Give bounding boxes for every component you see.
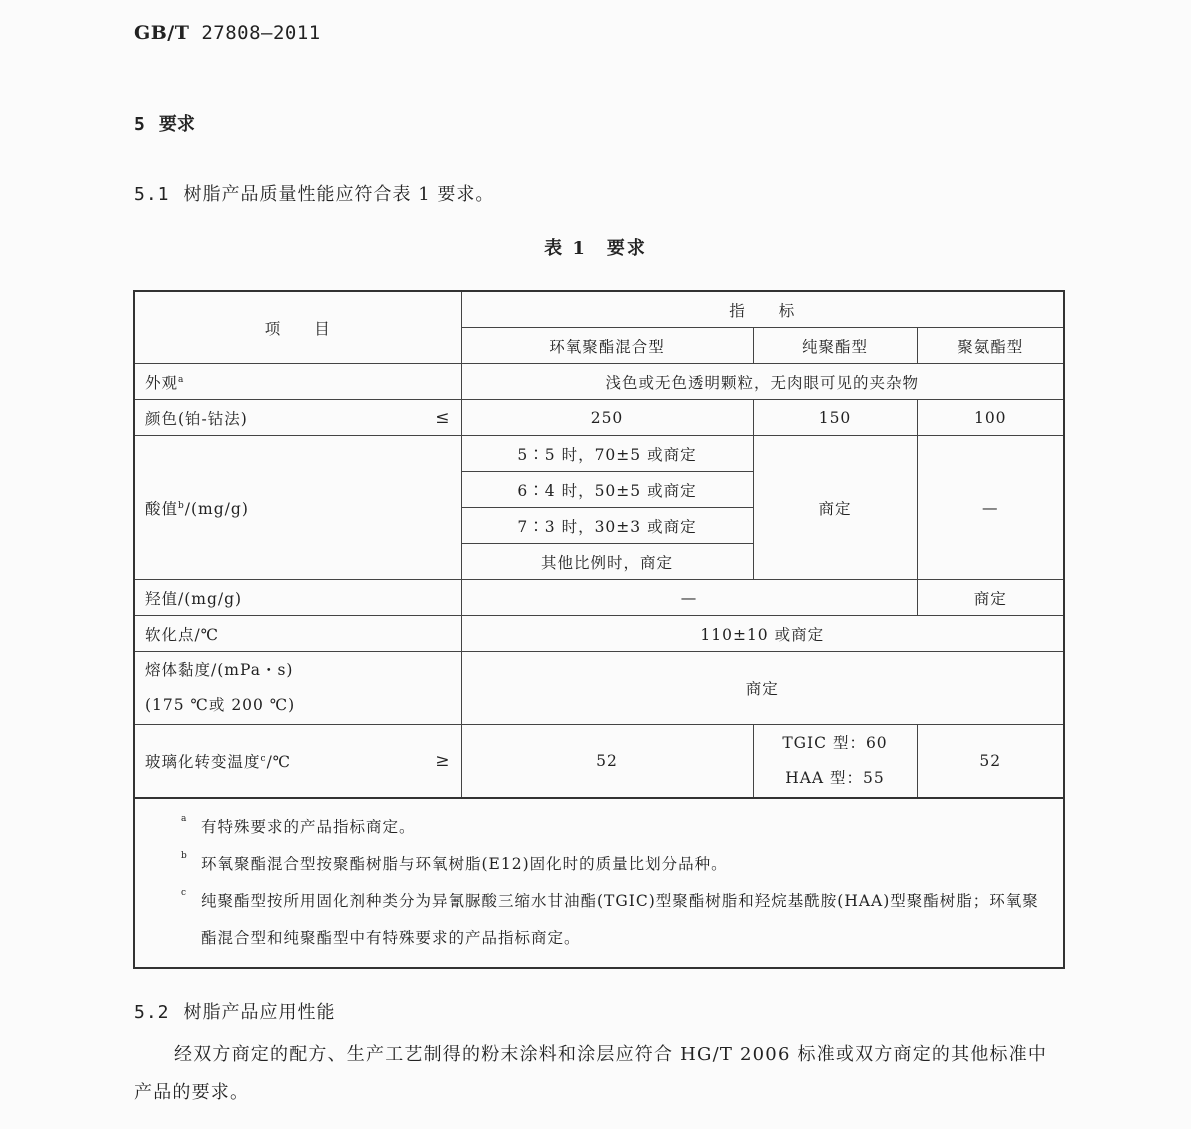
footnote-mark: b: [178, 500, 185, 511]
footnote: b 环氧聚酯混合型按聚酯树脂与环氧树脂(E12)固化时的质量比划分品种。: [181, 851, 728, 873]
footnote: a 有特殊要求的产品指标商定。: [181, 814, 416, 836]
table-cell: —: [461, 580, 917, 616]
table-cell: 5∶5 时，70±5 或商定: [461, 436, 753, 472]
footnote-mark: c: [260, 753, 267, 764]
row-label: 熔体黏度/(mPa・s) (175 ℃或 200 ℃): [134, 652, 461, 725]
document-header: [134, 22, 321, 44]
table-cell: 商定: [917, 580, 1064, 616]
header-epoxy-polyester: 环氧聚酯混合型: [461, 328, 753, 364]
table-cell: TGIC 型：60 HAA 型：55: [753, 725, 917, 799]
row-label: 软化点/℃: [134, 616, 461, 652]
table-cell: 150: [753, 400, 917, 436]
table-cell: 商定: [461, 652, 1064, 725]
footnote: c 纯聚酯型按所用固化剂种类分为异氰脲酸三缩水甘油酯(TGIC)型聚酯树脂和羟烷基酰胺(HAA)型聚酯树脂；环氧聚酯混合型和纯聚酯型中有特殊要求的产品指标商定。: [181, 888, 1039, 947]
row-label: 外观$^a$: [134, 364, 461, 400]
table-row: [134, 616, 1064, 652]
table-row: [134, 436, 1064, 472]
row-label: 羟值/(mg/g): [134, 580, 461, 616]
footnote-mark: a: [178, 374, 185, 385]
row-label: 酸值$^b$/(mg/g): [134, 436, 461, 580]
section-5-heading: [134, 110, 195, 136]
table-cell: 52: [917, 725, 1064, 799]
section-5-2-paragraph: 经双方商定的配方、生产工艺制得的粉末涂料和涂层应符合 HG/T 2006 标准或双方商定的其他标准中产品的要求。: [134, 1044, 1048, 1103]
appearance-value: 浅色或无色透明颗粒，无肉眼可见的夹杂物: [461, 364, 1064, 400]
table-notes-row: [134, 798, 1064, 968]
table-header-row: [134, 291, 1064, 328]
table-cell: 110±10 或商定: [461, 616, 1064, 652]
table-cell: —: [917, 436, 1064, 580]
section-title: 要求: [158, 114, 195, 135]
header-pure-polyester: 纯聚酯型: [753, 328, 917, 364]
table-cell: 商定: [753, 436, 917, 580]
section-5-1: [134, 180, 494, 206]
standard-number: 27808—2011: [201, 22, 321, 44]
section-text: 树脂产品质量性能应符合表 1 要求。: [183, 184, 495, 205]
table-cell: 6∶4 时，50±5 或商定: [461, 472, 753, 508]
section-5-2-heading: [134, 998, 336, 1024]
section-title: 树脂产品应用性能: [183, 1002, 336, 1023]
header-index: 指 标: [461, 291, 1064, 328]
table-cell: 250: [461, 400, 753, 436]
header-polyurethane: 聚氨酯型: [917, 328, 1064, 364]
standard-code: GB/T: [134, 22, 190, 44]
table-caption: 表 1 要求: [544, 238, 647, 259]
table-cell: 52: [461, 725, 753, 799]
section-number: 5.2: [134, 1002, 170, 1023]
table-notes: [134, 798, 1064, 968]
requirements-table: [133, 290, 1065, 969]
section-number: 5: [134, 114, 145, 135]
table-cell: 100: [917, 400, 1064, 436]
table-row: [134, 580, 1064, 616]
table-cell: 7∶3 时，30±3 或商定: [461, 508, 753, 544]
table-row: [134, 400, 1064, 436]
table-cell: 其他比例时，商定: [461, 544, 753, 580]
header-item: 项 目: [134, 291, 461, 364]
table-row: [134, 652, 1064, 725]
row-label: 颜色(铂-钴法) ≤: [134, 400, 461, 436]
row-label: 玻璃化转变温度$^c$/℃ ≥: [134, 725, 461, 799]
table-row: [134, 725, 1064, 799]
operator: ≥: [435, 751, 451, 771]
table-row: [134, 364, 1064, 400]
section-number: 5.1: [134, 184, 170, 205]
operator: ≤: [435, 407, 451, 428]
